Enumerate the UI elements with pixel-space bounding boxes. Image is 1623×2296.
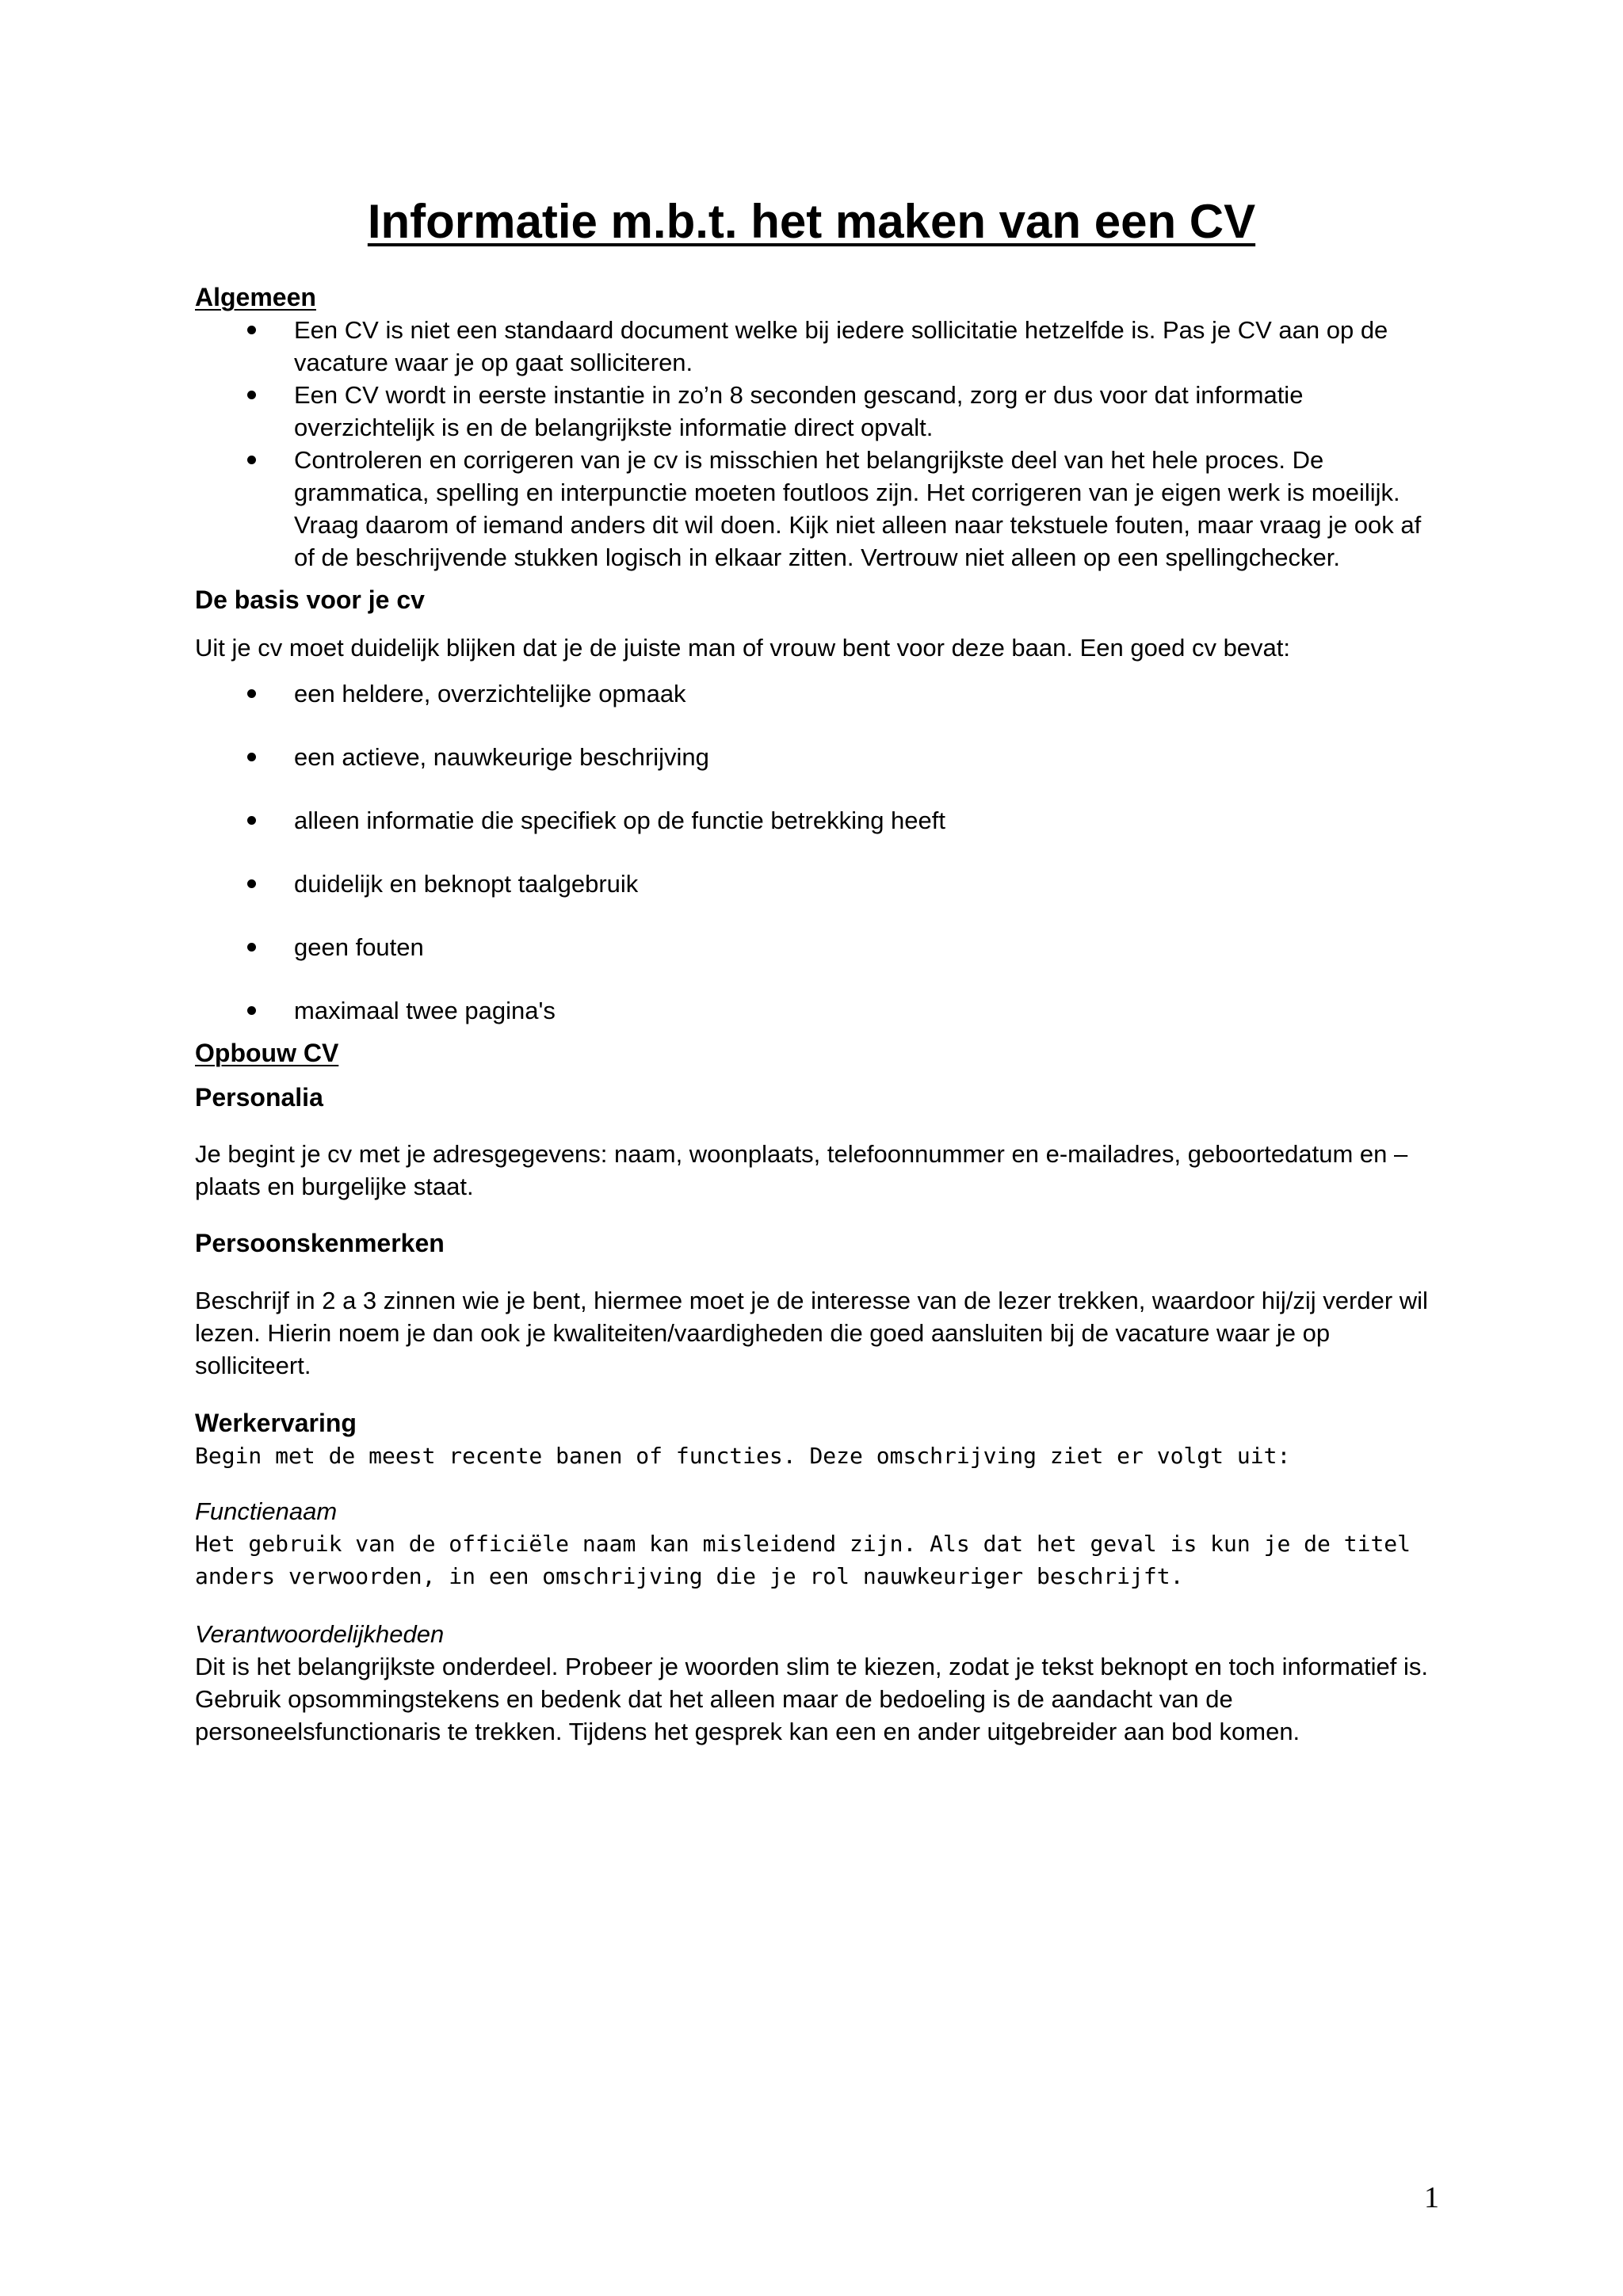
subheading-functienaam: Functienaam [195, 1497, 338, 1525]
section-heading-algemeen: Algemeen [195, 283, 316, 311]
functienaam-text: Het gebruik van de officiële naam kan misleidend zijn. Als dat het geval is kun je de titel anders verwoorden, in een omschrijving die je rol nauwkeuriger beschrijft. [195, 1531, 1411, 1589]
subheading-werkervaring: Werkervaring [195, 1409, 357, 1437]
page-number: 1 [1424, 2181, 1439, 2214]
list-item: een heldere, overzichtelijke opmaak [195, 677, 1447, 710]
basis-intro: Uit je cv moet duidelijk blijken dat je de juiste man of vrouw bent voor deze baan. Een goed cv bevat: [195, 634, 1291, 662]
basis-list [195, 677, 1447, 1027]
subheading-personalia: Personalia [195, 1083, 323, 1112]
persoonskenmerken-text: Beschrijf in 2 a 3 zinnen wie je bent, hiermee moet je de interesse van de lezer trekken, waardoor hij/zij verder wil lezen. Hierin noem je dan ook je kwaliteiten/vaardigheden die goed aansluiten bij de vacature waar je op solliciteert. [195, 1287, 1428, 1379]
werkervaring-text: Begin met de meest recente banen of functies. Deze omschrijving ziet er volgt uit: [195, 1443, 1291, 1469]
verantwoordelijkheden-text: Dit is het belangrijkste onderdeel. Probeer je woorden slim te kiezen, zodat je tekst beknopt en toch informatief is. Gebruik opsommingstekens en bedenk dat het alleen maar de bedoeling is de aandacht van de personeelsfunctionaris te trekken. Tijdens het gesprek kan een en ander uitgebreider aan bod komen. [195, 1653, 1428, 1745]
personalia-text: Je begint je cv met je adresgegevens: naam, woonplaats, telefoonnummer en e-mailadres, geboortedatum en –plaats en burgelijke staat. [195, 1140, 1408, 1200]
list-item: Controleren en corrigeren van je cv is misschien het belangrijkste deel van het hele proces. De grammatica, spelling en interpunctie moeten foutloos zijn. Het corrigeren van je eigen werk is moeilijk. Vraag daarom of iemand anders dit wil doen. Kijk niet alleen naar tekstuele fouten, maar vraag je ook af of de beschrijvende stukken logisch in elkaar zitten. Vertrouw niet alleen op een spellingchecker. [195, 444, 1447, 574]
section-heading-opbouw: Opbouw CV [195, 1039, 339, 1067]
document-body [195, 280, 1447, 1748]
section-heading-basis: De basis voor je cv [195, 585, 425, 614]
document-title: Informatie m.b.t. het maken van een CV [367, 195, 1256, 248]
list-item: geen fouten [195, 931, 1447, 963]
subheading-persoonskenmerken: Persoonskenmerken [195, 1229, 445, 1257]
list-item: Een CV wordt in eerste instantie in zo’n 8 seconden gescand, zorg er dus voor dat informatie overzichtelijk is en de belangrijkste informatie direct opvalt. [195, 379, 1447, 444]
list-item: maximaal twee pagina's [195, 994, 1447, 1027]
list-item: duidelijk en beknopt taalgebruik [195, 868, 1447, 900]
list-item: Een CV is niet een standaard document welke bij iedere sollicitatie hetzelfde is. Pas je CV aan op de vacature waar je op gaat solliciteren. [195, 314, 1447, 379]
list-item: een actieve, nauwkeurige beschrijving [195, 741, 1447, 773]
subheading-verantwoordelijkheden: Verantwoordelijkheden [195, 1620, 445, 1648]
list-item: alleen informatie die specifiek op de functie betrekking heeft [195, 804, 1447, 837]
algemeen-list [195, 314, 1447, 574]
